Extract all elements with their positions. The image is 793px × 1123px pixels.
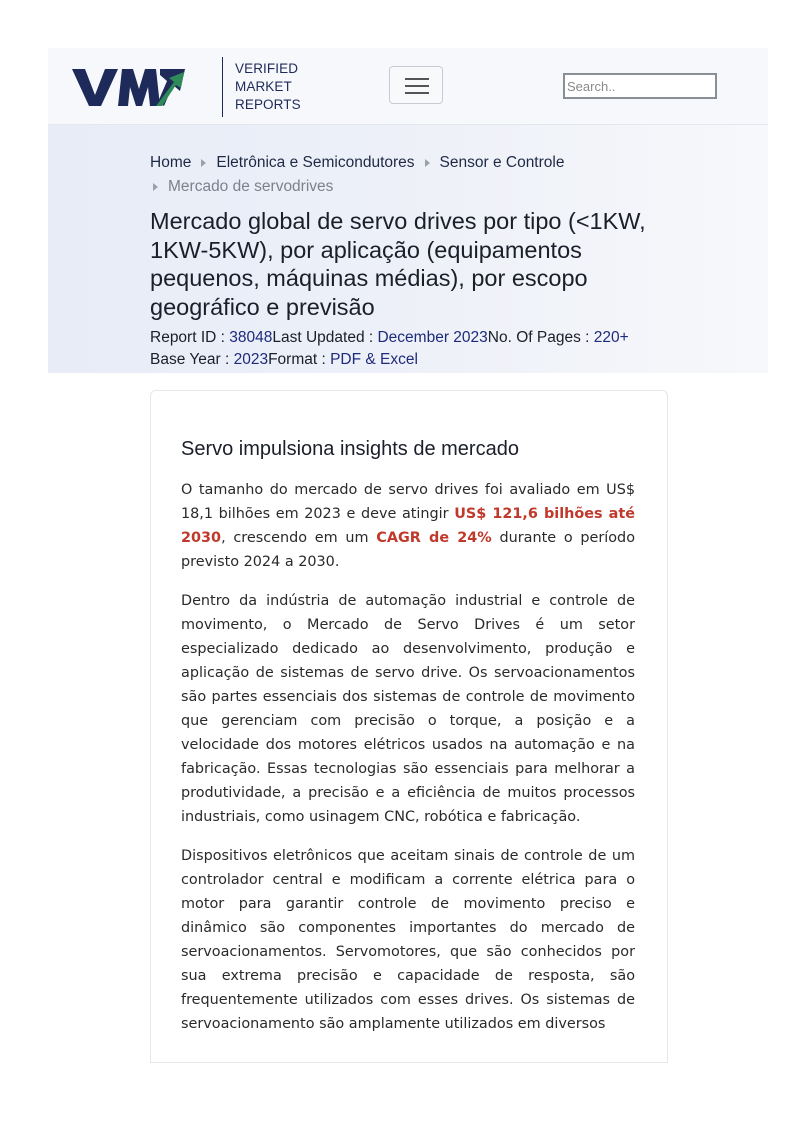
format-value: PDF & Excel	[330, 351, 418, 368]
report-id-label: Report ID :	[150, 329, 230, 346]
report-id-value: 38048	[229, 329, 273, 346]
paragraph-industry: Dentro da indústria de automação industrial e controle de movimento, o Mercado de Servo Drives é um setor especializado dedicado ao desenvolvimento, produção e aplicação de sistemas de servo drive. Os servoacionamentos são partes essenciais dos sistemas de controle de movimento que gerenciam com precisão o torque, a posição e a velocidade dos motores elétricos usados na automação e na fabricação. Essas tecnologias são essenciais para melhorar a produtividade, a precisão e a eficiência de muitos processos industriais, como usinagem CNC, robótica e fabricação.	[181, 593, 635, 825]
page-title: Mercado global de servo drives por tipo (<1KW, 1KW-5KW), por aplicação (equipamentos pequenos, máquinas médias), por escopo geográfico e previsão	[150, 208, 646, 320]
pages-label: No. Of Pages :	[487, 329, 594, 346]
text-span: , crescendo em um	[221, 530, 377, 546]
logo-line: VERIFIED	[235, 61, 299, 76]
breadcrumb-home-link[interactable]: Home	[150, 154, 192, 171]
logo-divider	[222, 57, 223, 117]
format-label: Format :	[268, 351, 331, 368]
search-input[interactable]	[563, 73, 717, 99]
section-title: Servo impulsiona insights de mercado	[181, 438, 519, 460]
chevron-right-icon	[153, 183, 158, 191]
chevron-right-icon	[201, 159, 206, 167]
paragraph-market-size	[181, 478, 635, 574]
breadcrumb-sensor-link[interactable]: Sensor e Controle	[439, 154, 565, 171]
logo-line: REPORTS	[235, 97, 301, 112]
site-header	[48, 48, 768, 125]
breadcrumb-row	[150, 151, 670, 175]
paragraph-components: Dispositivos eletrônicos que aceitam sinais de controle de um controlador central e modificam a corrente elétrica para o motor para garantir controle de movimento preciso e dinâmico são componentes importantes do mercado de servoacionamentos. Servomotores, que são conhecidos por sua extrema precisão e capacidade de resposta, são frequentemente utilizados com esses drives. Os sistemas de servoacionamento são amplamente utilizados em diversos	[181, 848, 635, 1032]
report-hero	[48, 125, 768, 373]
vmr-logo-mark	[72, 57, 192, 117]
base-year-value: 2023	[233, 351, 269, 368]
last-updated-value: December 2023	[377, 329, 488, 346]
report-meta	[150, 327, 690, 371]
vmr-logo[interactable]	[72, 57, 301, 117]
pages-value: 220+	[593, 329, 629, 346]
breadcrumb-electronics-link[interactable]: Eletrônica e Semicondutores	[216, 154, 415, 171]
menu-bar-icon	[405, 85, 429, 87]
menu-bar-icon	[405, 92, 429, 94]
page-shell	[48, 48, 768, 1123]
last-updated-label: Last Updated :	[272, 329, 378, 346]
base-year-label: Base Year :	[150, 351, 234, 368]
text-span: O tamanho do mercado de servo drives foi avaliado em US$ 18,1 bilhões em 2023 e deve atingir	[181, 482, 635, 522]
breadcrumb	[150, 151, 670, 199]
hamburger-menu-button[interactable]	[389, 66, 443, 104]
insights-card	[150, 390, 668, 1063]
menu-bar-icon	[405, 78, 429, 80]
text-span: durante o período previsto 2024 a 2030.	[181, 530, 635, 570]
meta-row	[150, 327, 690, 349]
meta-row	[150, 349, 690, 371]
insights-content	[181, 435, 635, 1036]
logo-line: MARKET	[235, 79, 292, 94]
highlight-value: US$ 121,6 bilhões até 2030	[181, 506, 635, 546]
breadcrumb-row	[150, 175, 670, 199]
chevron-right-icon	[425, 159, 430, 167]
logo-wordmark	[235, 60, 315, 114]
breadcrumb-current: Mercado de servodrives	[168, 178, 334, 195]
highlight-cagr: CAGR de 24%	[376, 530, 492, 546]
